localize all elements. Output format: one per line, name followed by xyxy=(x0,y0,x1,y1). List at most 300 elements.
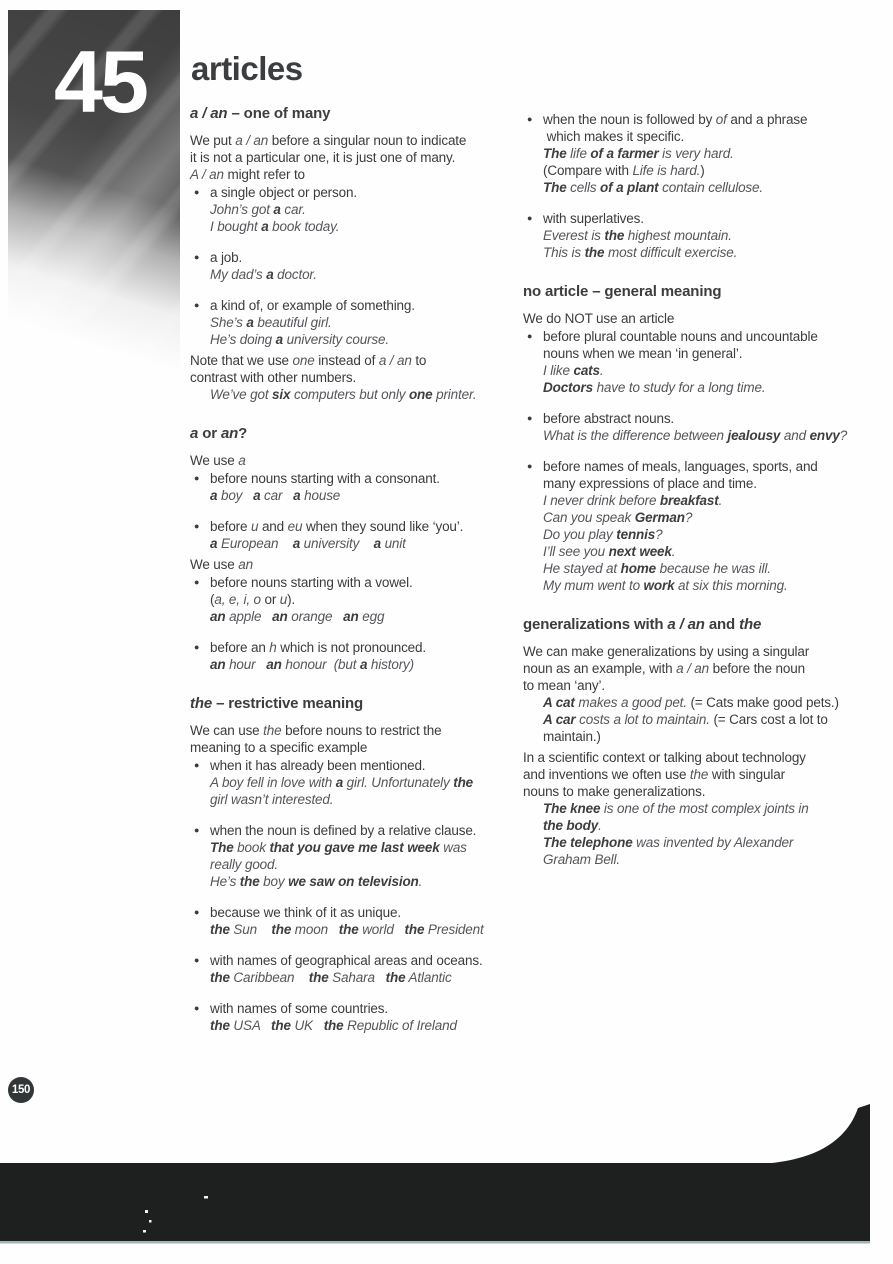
text-segment: boy xyxy=(217,488,254,503)
example-line xyxy=(190,921,523,938)
text-segment: the xyxy=(210,970,230,985)
text-line xyxy=(210,952,523,969)
text-segment: u xyxy=(250,519,259,534)
bullet-icon: ● xyxy=(194,577,200,587)
text-segment: before nouns starting with a consonant. xyxy=(210,471,440,486)
text-segment: USA xyxy=(229,1018,272,1033)
paragraph xyxy=(190,452,523,469)
text-line xyxy=(210,1000,523,1017)
paragraph xyxy=(190,132,523,183)
text-segment: it is not a particular one, it is just one of many. xyxy=(190,150,456,165)
text-line xyxy=(210,487,523,504)
text-segment: She’s xyxy=(210,315,247,330)
text-line xyxy=(543,328,883,345)
bullet-icon: ● xyxy=(527,461,533,471)
example-line xyxy=(190,386,523,403)
footer-bar-shape xyxy=(0,1104,870,1241)
text-segment: before nouns to restrict the xyxy=(281,723,442,738)
heading-a-an-one-of-many xyxy=(190,104,523,123)
bullet-text xyxy=(210,952,523,969)
text-segment: many expressions of place and time. xyxy=(543,476,757,491)
text-line xyxy=(210,591,523,608)
text-segment: a xyxy=(359,657,368,672)
example-line xyxy=(190,969,523,986)
text-segment: Graham Bell. xyxy=(543,852,620,867)
bullet-text xyxy=(210,518,523,535)
text-segment: car. xyxy=(280,202,306,217)
bullet-item xyxy=(523,210,883,227)
example-line xyxy=(523,694,883,745)
text-segment: . xyxy=(671,544,676,559)
text-line xyxy=(210,297,523,314)
text-line xyxy=(543,145,883,162)
text-line xyxy=(543,526,883,543)
text-segment: the xyxy=(190,695,213,712)
text-segment: honour (but xyxy=(281,657,360,672)
text-segment: home xyxy=(620,561,656,576)
text-segment: John’s got xyxy=(210,202,274,217)
text-segment: an xyxy=(220,425,239,442)
bullet-icon: ● xyxy=(527,114,533,124)
text-line xyxy=(210,1017,523,1034)
text-segment: . xyxy=(599,363,604,378)
bullet-icon: ● xyxy=(527,213,533,223)
footer-bar xyxy=(0,1100,893,1250)
right-column xyxy=(523,110,883,868)
text-line xyxy=(190,694,523,713)
bullet-item xyxy=(523,328,883,362)
text-line xyxy=(210,331,523,348)
text-segment: the xyxy=(739,616,762,633)
text-segment: a xyxy=(246,315,254,330)
text-segment: President xyxy=(424,922,484,937)
text-segment: before the noun xyxy=(709,661,805,676)
text-segment: of a farmer xyxy=(590,146,659,161)
bullet-item xyxy=(190,1000,523,1017)
text-line xyxy=(523,643,883,660)
text-segment: before names of meals, languages, sports, and xyxy=(543,459,818,474)
text-segment: A cat xyxy=(543,695,575,710)
text-line xyxy=(210,535,523,552)
text-segment: was invented by Alexander xyxy=(632,835,794,850)
text-line xyxy=(543,834,883,851)
example-line xyxy=(523,362,883,396)
text-segment: egg xyxy=(358,609,385,624)
text-segment: one xyxy=(408,387,433,402)
text-segment: nouns when we mean ‘in general’. xyxy=(543,346,743,361)
text-segment: The xyxy=(543,146,567,161)
example-line xyxy=(523,492,883,594)
text-segment: Do you play xyxy=(543,527,617,542)
text-segment: beautiful girl. xyxy=(253,315,332,330)
text-segment: He stayed at xyxy=(543,561,621,576)
bullet-icon: ● xyxy=(194,760,200,770)
paragraph xyxy=(190,556,523,573)
text-segment: a xyxy=(210,488,218,503)
text-segment: Sun xyxy=(229,922,272,937)
bullet-text xyxy=(210,470,523,487)
text-segment: ? xyxy=(839,428,848,443)
bullet-icon: ● xyxy=(194,1003,200,1013)
text-segment: unit xyxy=(380,536,406,551)
text-segment: highest mountain. xyxy=(624,228,732,243)
text-segment: He’s doing xyxy=(210,332,276,347)
bullet-item xyxy=(523,410,883,427)
text-segment: an xyxy=(210,609,226,624)
text-line xyxy=(523,282,883,301)
text-line xyxy=(210,608,523,625)
text-line xyxy=(190,149,523,166)
text-line xyxy=(190,104,523,123)
example-line xyxy=(523,800,883,868)
text-segment: nouns to make generalizations. xyxy=(523,784,706,799)
text-segment: ? xyxy=(655,527,663,542)
text-segment: (Compare with xyxy=(543,163,633,178)
text-segment: contain cellulose. xyxy=(658,180,763,195)
bullet-text xyxy=(543,210,883,227)
bullet-item xyxy=(190,904,523,921)
text-line xyxy=(543,475,883,492)
bullet-icon: ● xyxy=(194,955,200,965)
example-line xyxy=(190,774,523,808)
text-segment: when it has already been mentioned. xyxy=(210,758,426,773)
left-column xyxy=(190,104,523,1034)
text-segment: a xyxy=(210,536,218,551)
text-segment: house xyxy=(300,488,341,503)
text-line xyxy=(543,111,883,128)
text-segment: . xyxy=(718,493,723,508)
text-segment: Can you speak xyxy=(543,510,635,525)
text-segment: We can use xyxy=(190,723,264,738)
text-segment: moon xyxy=(291,922,339,937)
text-segment: h xyxy=(269,640,277,655)
text-segment: Life is hard. xyxy=(632,163,701,178)
text-segment: car xyxy=(260,488,294,503)
text-segment: u xyxy=(279,592,288,607)
text-segment: I like xyxy=(543,363,574,378)
text-segment: most difficult exercise. xyxy=(604,245,738,260)
text-segment: My mum went to xyxy=(543,578,644,593)
heading-generalizations xyxy=(523,615,883,634)
text-line xyxy=(210,314,523,331)
text-line xyxy=(543,509,883,526)
example-line xyxy=(190,656,523,673)
text-segment: tennis xyxy=(616,527,656,542)
text-segment: eu xyxy=(287,519,303,534)
text-line xyxy=(190,556,523,573)
footer-underline xyxy=(0,1241,870,1244)
text-segment: What is the difference between xyxy=(543,428,728,443)
text-segment: a xyxy=(335,775,344,790)
text-segment: and xyxy=(704,616,740,633)
text-line xyxy=(190,424,523,443)
text-segment: or xyxy=(198,425,221,442)
text-segment: hour xyxy=(225,657,267,672)
text-segment: was xyxy=(439,840,467,855)
text-segment: – restrictive meaning xyxy=(212,695,363,712)
text-segment: before a singular noun to indicate xyxy=(268,133,467,148)
text-line xyxy=(543,492,883,509)
text-line xyxy=(523,783,883,800)
text-segment: We use xyxy=(190,453,239,468)
text-line xyxy=(190,166,523,183)
text-line xyxy=(210,266,523,283)
text-line xyxy=(543,362,883,379)
example-line xyxy=(190,1017,523,1034)
bullet-item xyxy=(190,952,523,969)
example-line xyxy=(190,487,523,504)
text-segment: a single object or person. xyxy=(210,185,357,200)
text-segment: to xyxy=(411,353,427,368)
text-segment: We do NOT use an article xyxy=(523,311,675,326)
bullet-item xyxy=(190,757,523,774)
text-line xyxy=(210,856,523,873)
text-segment: of xyxy=(715,112,727,127)
bullet-icon: ● xyxy=(194,187,200,197)
text-segment: next week xyxy=(608,544,672,559)
text-segment: a / an xyxy=(235,133,269,148)
text-segment: of a plant xyxy=(600,180,659,195)
text-segment: I’ll see you xyxy=(543,544,609,559)
text-segment: a xyxy=(273,202,281,217)
text-segment: which is not pronounced. xyxy=(276,640,427,655)
text-segment: A car xyxy=(543,712,576,727)
text-segment: when the noun is followed by xyxy=(543,112,716,127)
text-line xyxy=(210,218,523,235)
text-segment: because he was ill. xyxy=(656,561,771,576)
text-segment: is very hard. xyxy=(658,146,734,161)
text-line xyxy=(543,244,883,261)
bullet-text xyxy=(210,249,523,266)
text-segment: to mean ‘any’. xyxy=(523,678,605,693)
bullet-item xyxy=(190,518,523,535)
text-segment: when they sound like ‘you’. xyxy=(302,519,464,534)
bullet-text xyxy=(210,574,523,608)
text-segment: a / an xyxy=(676,661,709,676)
text-segment: before plural countable nouns and uncountable xyxy=(543,329,818,344)
page-number-badge: 150 xyxy=(8,1077,34,1103)
text-segment: boy xyxy=(259,874,289,889)
text-segment: . xyxy=(418,874,423,889)
text-line xyxy=(190,722,523,739)
text-segment: we saw on television xyxy=(288,874,419,889)
bullet-item xyxy=(190,822,523,839)
text-segment: generalizations with xyxy=(523,616,668,633)
text-segment: which makes it specific. xyxy=(543,129,685,144)
text-line xyxy=(543,427,883,444)
text-segment: and a phrase xyxy=(726,112,808,127)
text-line xyxy=(210,921,523,938)
text-segment: have to study for a long time. xyxy=(592,380,766,395)
text-segment: university course. xyxy=(283,332,389,347)
text-line xyxy=(543,227,883,244)
text-line xyxy=(210,249,523,266)
text-segment: the xyxy=(323,1018,344,1033)
bullet-item xyxy=(190,574,523,608)
bullet-item xyxy=(523,458,883,492)
text-segment: My dad’s xyxy=(210,267,267,282)
text-segment: and xyxy=(258,519,288,534)
text-line xyxy=(210,518,523,535)
text-segment: The telephone xyxy=(543,835,633,850)
bullet-icon: ● xyxy=(194,825,200,835)
text-segment: an xyxy=(210,657,226,672)
text-segment: a / an xyxy=(190,105,228,122)
text-segment: a xyxy=(238,453,246,468)
text-segment: contrast with other numbers. xyxy=(190,370,357,385)
heading-a-or-an xyxy=(190,424,523,443)
text-segment: the xyxy=(263,723,282,738)
text-segment: We put xyxy=(190,133,236,148)
text-segment: the xyxy=(604,228,625,243)
text-segment: that you gave me last week xyxy=(269,840,440,855)
text-segment: with superlatives. xyxy=(543,211,644,226)
text-segment: the body xyxy=(543,818,599,833)
text-line xyxy=(210,184,523,201)
text-segment: or xyxy=(260,592,280,607)
text-segment: Atlantic xyxy=(405,970,452,985)
paragraph xyxy=(523,310,883,327)
text-segment: with names of some countries. xyxy=(210,1001,388,1016)
example-line xyxy=(523,427,883,444)
text-segment: ). xyxy=(287,592,296,607)
example-line xyxy=(190,839,523,890)
bullet-item xyxy=(190,297,523,314)
text-segment: university xyxy=(300,536,374,551)
text-segment: a xyxy=(275,332,284,347)
text-line xyxy=(543,560,883,577)
example-line xyxy=(190,201,523,235)
text-segment: Note that we use xyxy=(190,353,293,368)
bullet-text xyxy=(210,1000,523,1017)
bullet-item xyxy=(190,184,523,201)
text-segment: This is xyxy=(543,245,585,260)
text-segment: (= Cats make good pets.) xyxy=(686,695,839,710)
text-line xyxy=(190,739,523,756)
text-segment: book xyxy=(233,840,270,855)
text-segment: We can make generalizations by using a singular xyxy=(523,644,810,659)
text-segment: a xyxy=(253,488,261,503)
text-segment: is one of the most complex joints in xyxy=(600,801,809,816)
example-line xyxy=(190,535,523,552)
text-segment: Republic of Ireland xyxy=(343,1018,457,1033)
text-segment: the xyxy=(271,1018,291,1033)
text-line xyxy=(543,379,883,396)
text-line xyxy=(523,615,883,634)
bullet-text xyxy=(543,328,883,362)
text-line xyxy=(523,310,883,327)
text-segment: when the noun is defined by a relative clause. xyxy=(210,823,477,838)
text-line xyxy=(523,749,883,766)
text-segment: We use xyxy=(190,557,239,572)
text-segment: I bought xyxy=(210,219,262,234)
bullet-text xyxy=(210,184,523,201)
page-title: articles xyxy=(191,50,303,87)
text-segment: a xyxy=(190,425,199,442)
text-segment: costs a lot to maintain. xyxy=(575,712,710,727)
text-segment: and inventions we often use xyxy=(523,767,690,782)
heading-no-article-general-meaning xyxy=(523,282,883,301)
text-segment: really good. xyxy=(210,857,278,872)
text-segment: jealousy xyxy=(727,428,781,443)
bullet-icon: ● xyxy=(194,252,200,262)
example-line xyxy=(190,266,523,283)
text-segment: He’s xyxy=(210,874,240,889)
text-line xyxy=(543,800,883,817)
bullet-text xyxy=(543,111,883,145)
text-segment: girl. Unfortunately xyxy=(343,775,454,790)
text-line xyxy=(210,470,523,487)
text-segment: book today. xyxy=(268,219,340,234)
text-segment: an xyxy=(272,609,288,624)
text-segment: – one of many xyxy=(227,105,331,122)
bullet-text xyxy=(210,904,523,921)
text-segment: the xyxy=(210,922,230,937)
text-segment: before nouns starting with a vowel. xyxy=(210,575,413,590)
text-line xyxy=(210,904,523,921)
bullet-text xyxy=(543,410,883,427)
text-segment: the xyxy=(404,922,425,937)
bullet-icon: ● xyxy=(527,413,533,423)
text-segment: doctor. xyxy=(273,267,317,282)
text-line xyxy=(543,210,883,227)
text-line xyxy=(210,574,523,591)
text-segment: girl wasn’t interested. xyxy=(210,792,334,807)
text-line xyxy=(210,873,523,890)
text-segment: history) xyxy=(367,657,414,672)
text-line xyxy=(210,822,523,839)
text-segment: German xyxy=(634,510,685,525)
paragraph xyxy=(190,352,523,386)
text-segment: a xyxy=(266,267,274,282)
text-segment: UK xyxy=(290,1018,324,1033)
bullet-text xyxy=(543,458,883,492)
bullet-icon: ● xyxy=(194,300,200,310)
text-segment: a xyxy=(292,536,301,551)
text-segment: Sahara xyxy=(328,970,386,985)
text-line xyxy=(543,851,883,868)
text-segment: the xyxy=(689,767,709,782)
text-segment: with singular xyxy=(708,767,785,782)
text-segment: Everest is xyxy=(543,228,605,243)
text-segment: The xyxy=(210,840,234,855)
paragraph xyxy=(190,722,523,756)
text-line xyxy=(523,766,883,783)
text-segment: printer. xyxy=(432,387,477,402)
text-segment: a xyxy=(373,536,381,551)
text-segment: ( xyxy=(210,592,215,607)
text-line xyxy=(210,839,523,856)
text-line xyxy=(210,386,523,403)
text-segment: and xyxy=(780,428,810,443)
text-segment: apple xyxy=(225,609,273,624)
text-line xyxy=(543,162,883,179)
text-line xyxy=(210,639,523,656)
paragraph xyxy=(523,749,883,800)
example-line xyxy=(190,608,523,625)
text-line xyxy=(543,728,883,745)
text-segment: noun as an example, with xyxy=(523,661,677,676)
text-segment: six xyxy=(272,387,291,402)
text-segment: an xyxy=(266,657,282,672)
text-line xyxy=(543,128,883,145)
text-segment: might refer to xyxy=(223,167,305,182)
text-line xyxy=(210,774,523,791)
text-line xyxy=(543,458,883,475)
bullet-item xyxy=(523,111,883,145)
text-segment: at six this morning. xyxy=(674,578,788,593)
text-segment: ? xyxy=(684,510,693,525)
